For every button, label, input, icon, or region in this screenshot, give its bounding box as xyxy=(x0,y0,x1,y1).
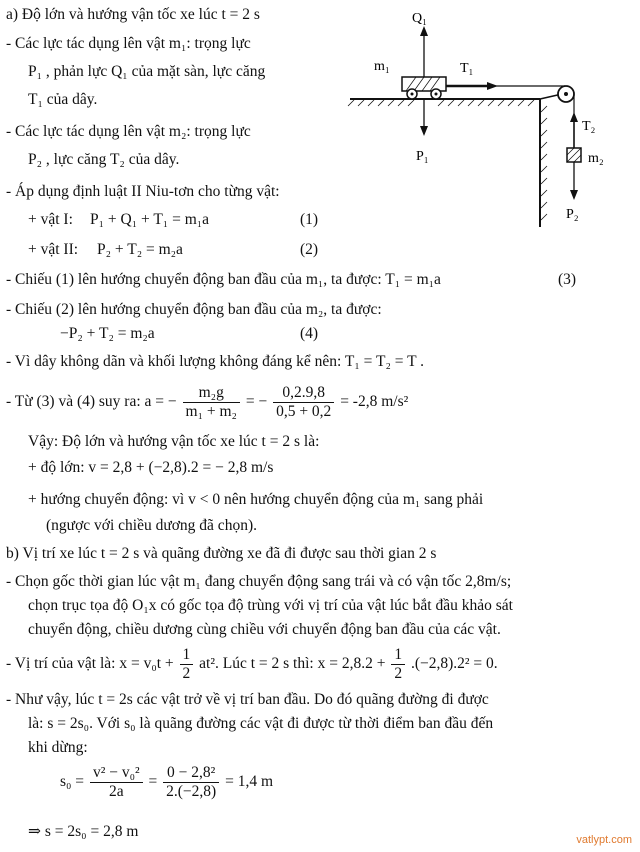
eq3-number: (3) xyxy=(558,271,577,288)
eq4: −P₂ + T₂ = m₂a xyxy=(60,325,155,342)
eq4-number: (4) xyxy=(300,325,319,342)
magnitude: + độ lớn: v = 2,8 + (−2,8).2 = − 2,8 m/s xyxy=(28,459,274,476)
physics-diagram xyxy=(340,2,640,232)
watermark: vatlypt.com xyxy=(576,834,632,846)
newton-intro: - Áp dụng định luật II Niu-tơn cho từng vật: xyxy=(6,183,280,200)
distance-line1: - Như vậy, lúc t = 2s các vật trở về vị trí ban đầu. Do đó quãng đường đi được xyxy=(6,691,489,708)
eq1: P₁ + Q₁ + T₁ = m₁a xyxy=(90,211,210,228)
position-end: .(−2,8).2² = 0. xyxy=(410,655,498,672)
eq2-number: (2) xyxy=(300,241,319,258)
eq2: P₂ + T₂ = m₂a xyxy=(97,241,183,258)
forces-m2-line1: - Các lực tác dụng lên vật m₂: trọng lực xyxy=(6,123,251,140)
conclusion: Vậy: Độ lớn và hướng vận tốc xe lúc t = 2 s là: xyxy=(28,433,320,450)
direction-line1: + hướng chuyển động: vì v < 0 nên hướng chuyển động của m₁ sang phải xyxy=(28,491,484,508)
label-m1: m₁ xyxy=(374,59,390,74)
fraction-half-2: $\frac{1}{2}$ xyxy=(391,646,405,683)
part-b-title: b) Vị trí xe lúc t = 2 s và quãng đường xe đã đi được sau thời gian 2 s xyxy=(6,545,437,562)
forces-m1-line3: T₁ của dây. xyxy=(28,91,98,108)
fraction-velocity: $\frac{\text{v² − v₀²}}{2a}$ xyxy=(90,764,143,801)
direction-line2: (ngược với chiều dương đã chọn). xyxy=(46,517,257,534)
position-prefix: - Vị trí của vật là: x = v₀t + xyxy=(6,655,174,672)
s0-prefix: s₀ = xyxy=(60,773,85,790)
label-P2: P₂ xyxy=(566,207,579,222)
label-P1: P₁ xyxy=(416,149,429,164)
fraction-values: $\frac{0,2.9,8}{0,5 + 0,2}$ xyxy=(273,384,334,421)
rope-condition: - Vì dây không dãn và khối lượng không đáng kể nên: T₁ = T₂ = T . xyxy=(6,353,425,370)
cart-m1 xyxy=(402,77,446,91)
projection-2: - Chiếu (2) lên hướng chuyển động ban đầu của m₂, ta được: xyxy=(6,301,382,318)
forces-m1-line1: - Các lực tác dụng lên vật m₁: trọng lực xyxy=(6,35,251,52)
acceleration-result: = -2,8 m/s² xyxy=(340,393,409,410)
position-formula xyxy=(6,644,498,684)
fraction-mass: $\frac{\text{m₂g}}{\text{m₁ + m₂}}$ xyxy=(183,384,240,421)
label-T2: T₂ xyxy=(582,119,596,134)
eq1-label: + vật I: xyxy=(28,211,73,228)
eq2-label: + vật II: xyxy=(28,241,79,258)
position-mid: at². Lúc t = 2 s thì: x = 2,8.2 + xyxy=(199,655,386,672)
final-result: ⇒ s = 2s₀ = 2,8 m xyxy=(28,823,139,840)
distance-line3: khi dừng: xyxy=(28,739,88,756)
origin-line1: - Chọn gốc thời gian lúc vật m₁ đang chuyển động sang trái và có vận tốc 2,8m/s; xyxy=(6,573,512,590)
label-Q1: Q₁ xyxy=(412,11,427,26)
deduce-prefix: - Từ (3) và (4) suy ra: a = − xyxy=(6,393,177,410)
fraction-values-s0: $\frac{\text{0 − 2,8²}}{2.(-2,8)}$ xyxy=(163,764,219,801)
s0-result: = 1,4 m xyxy=(225,773,274,790)
label-T1: T₁ xyxy=(460,61,474,76)
projection-1: - Chiếu (1) lên hướng chuyển động ban đầu của m₁, ta được: T₁ = m₁a xyxy=(6,271,441,288)
s0-equal: = xyxy=(148,773,158,790)
s0-formula xyxy=(60,762,273,802)
forces-m1-line2: P₁ , phản lực Q₁ của mặt sàn, lực căng xyxy=(28,63,266,80)
forces-m2-line2: P₂ , lực căng T₂ của dây. xyxy=(28,151,180,168)
mid-equal: = − xyxy=(245,393,268,410)
label-m2: m₂ xyxy=(588,151,604,166)
eq1-number: (1) xyxy=(300,211,319,228)
acceleration-formula xyxy=(6,382,408,422)
fraction-half: $\frac{1}{2}$ xyxy=(180,646,194,683)
distance-line2: là: s = 2s₀. Với s₀ là quãng đường các vật đi được từ thời điểm ban đầu đến xyxy=(28,715,494,732)
origin-line2: chọn trục tọa độ O₁x có gốc tọa độ trùng với vị trí của vật lúc bắt đầu khảo sát xyxy=(28,597,513,614)
origin-line3: chuyển động, chiều dương cùng chiều với chuyển động ban đầu của các vật. xyxy=(28,621,501,638)
part-a-title: a) Độ lớn và hướng vận tốc xe lúc t = 2 s xyxy=(6,6,260,23)
